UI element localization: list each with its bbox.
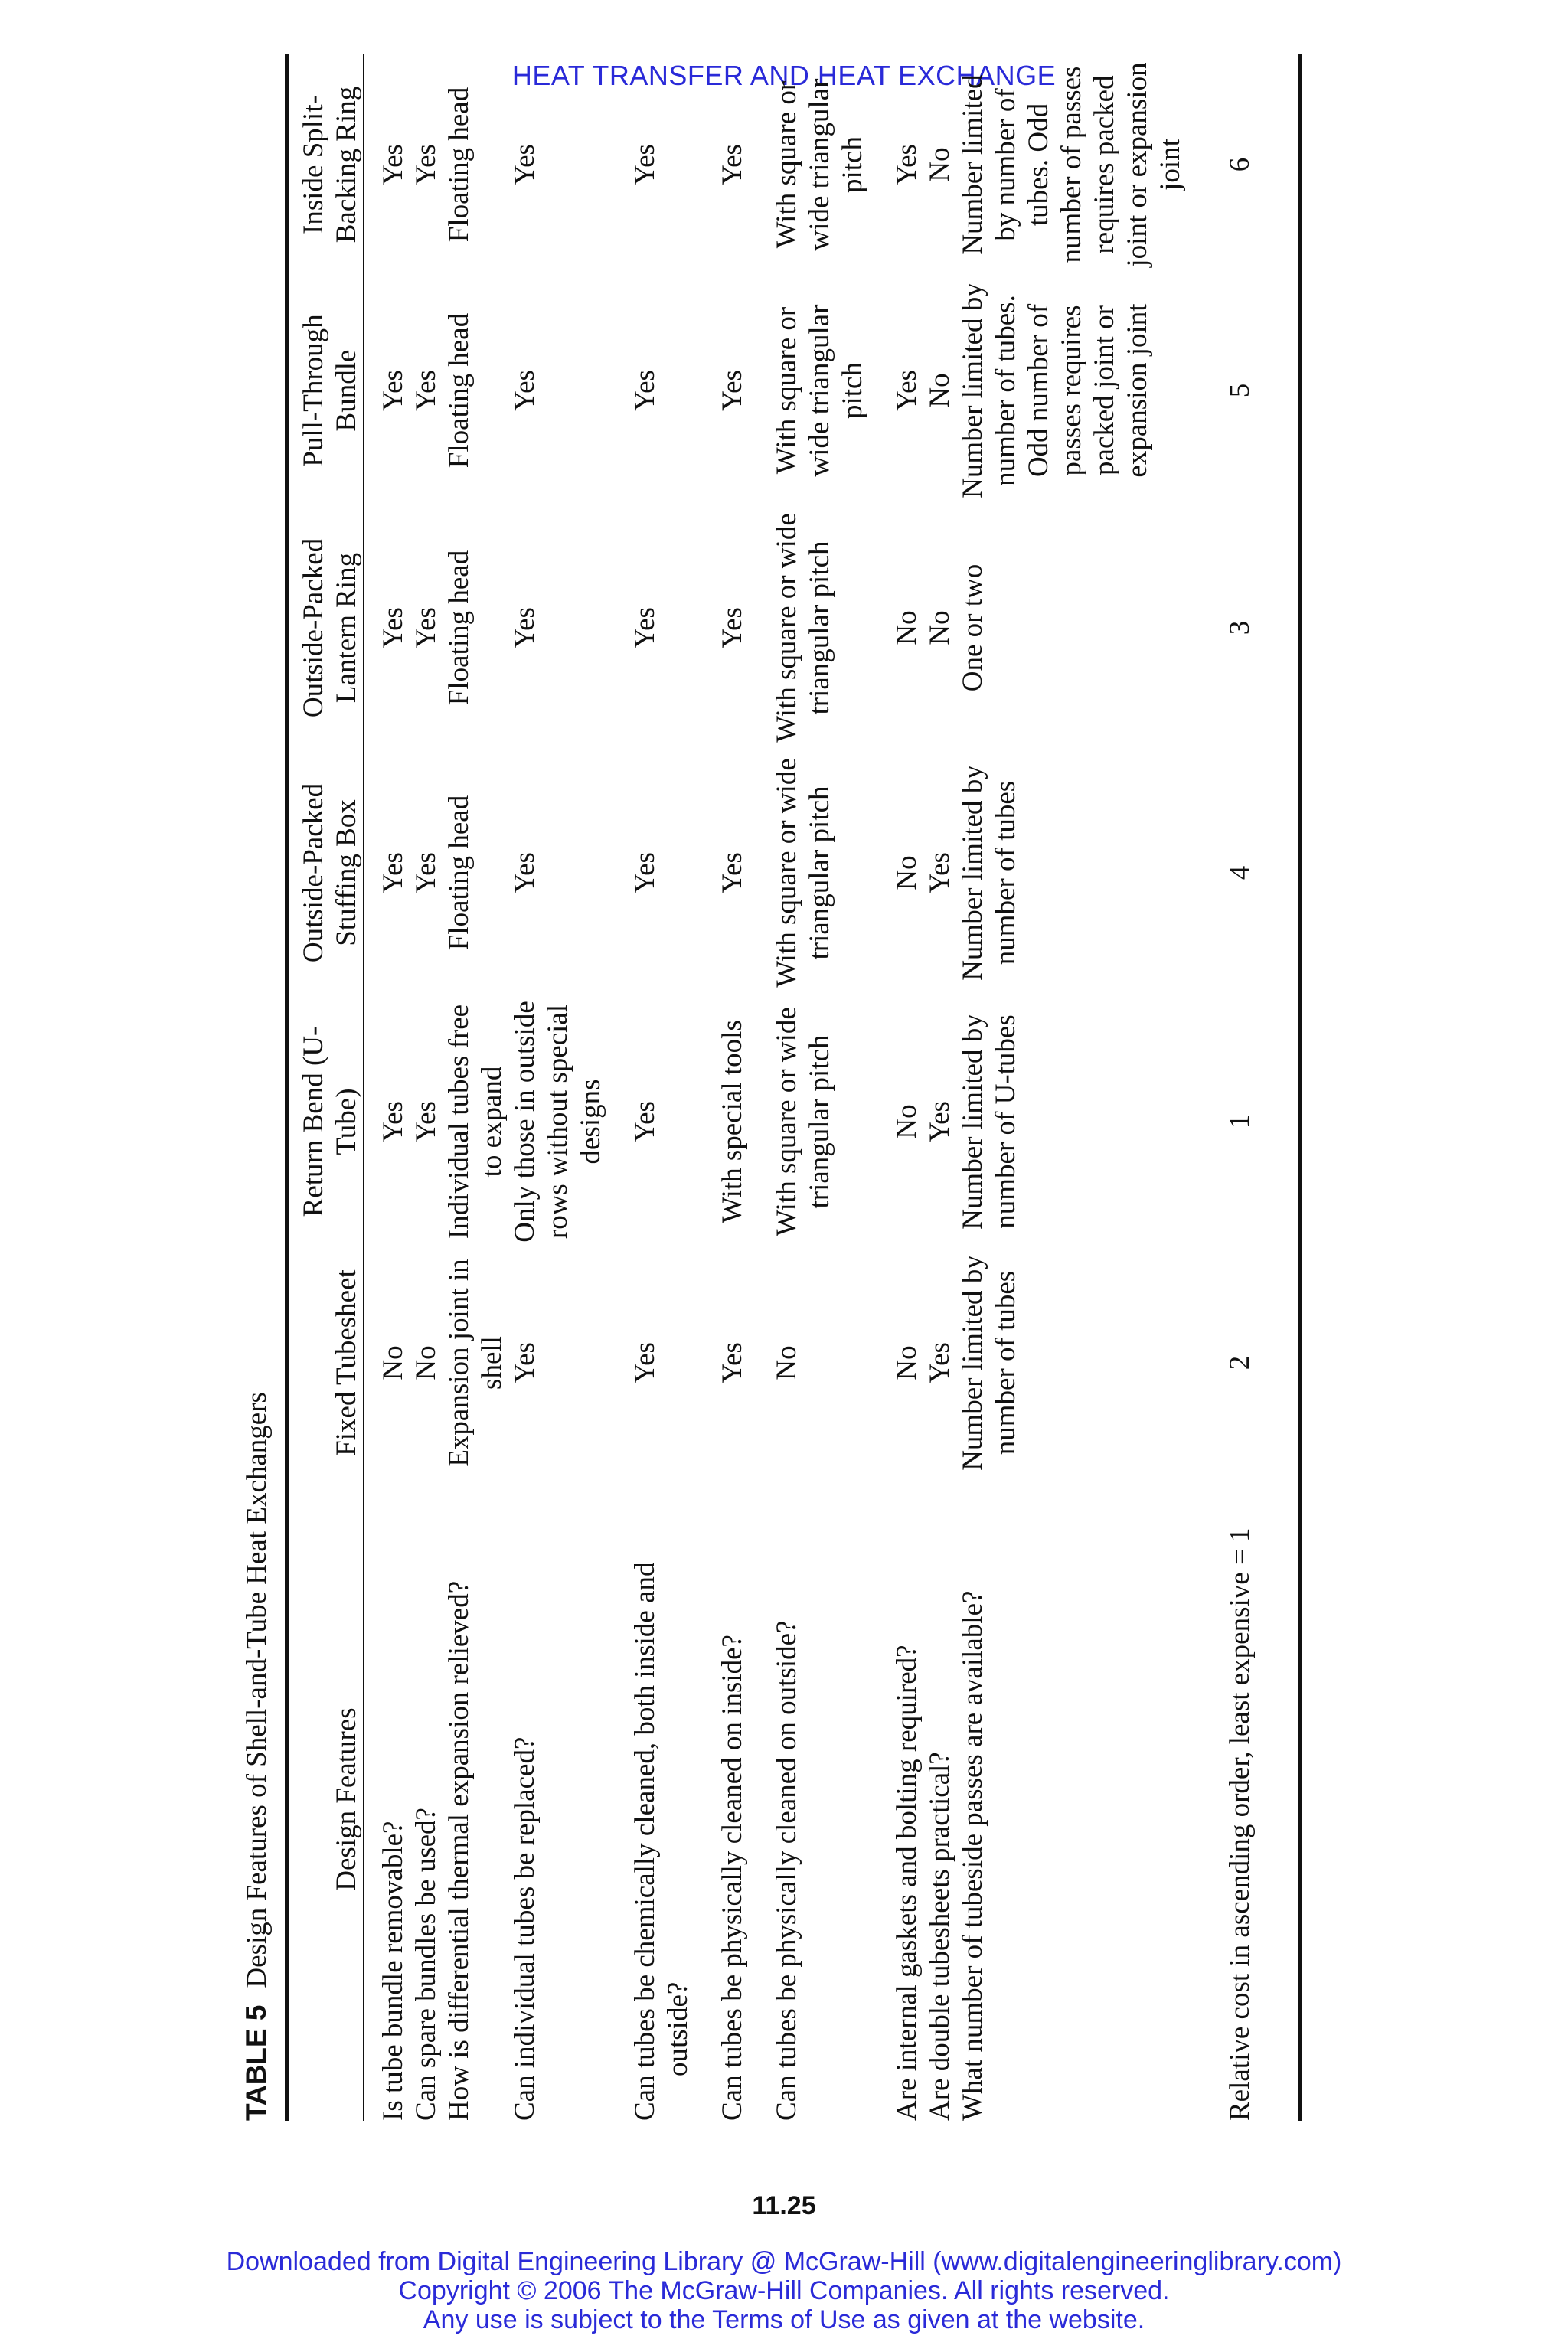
feature-text: Can individual tubes be replaced? bbox=[509, 1736, 541, 2121]
value-cell: No bbox=[891, 1345, 923, 1380]
footer-line: Any use is subject to the Terms of Use as given at the website. bbox=[423, 2305, 1145, 2334]
table-title: Design Features of Shell-and-Tube Heat Exchangers bbox=[241, 1392, 273, 1988]
value-cell: With special tools bbox=[717, 1020, 748, 1223]
value-cell: Number limited by number of tubes. Odd number of passes requires packed joint or expansion joint bbox=[957, 62, 1186, 267]
feature-text: How is differential thermal expansion relieved? bbox=[443, 1580, 475, 2121]
value-cell: Floating head bbox=[443, 312, 475, 469]
value-cell: Yes bbox=[891, 144, 923, 185]
running-head: HEAT TRANSFER AND HEAT EXCHANGE bbox=[511, 60, 1057, 91]
value-cell: Expansion joint in shell bbox=[443, 1259, 508, 1467]
value-cell: 2 bbox=[1224, 1355, 1256, 1370]
value-cell: No bbox=[924, 373, 956, 408]
feature-cell bbox=[443, 1478, 508, 2121]
feature-cell bbox=[410, 1478, 443, 2121]
feature-cell bbox=[923, 1478, 956, 2121]
value-cell: With square or wide triangular pitch bbox=[771, 758, 835, 988]
value-cell: Yes bbox=[717, 370, 748, 411]
rotated-table-block bbox=[240, 54, 1328, 2121]
value-cell: Yes bbox=[377, 607, 409, 648]
feature-text: Are internal gaskets and bolting required? bbox=[891, 1645, 923, 2121]
value-cell: Yes bbox=[377, 144, 409, 185]
value-cell: Yes bbox=[377, 1101, 409, 1142]
value-cell: No bbox=[891, 855, 923, 890]
value-cell: With square or wide triangular pitch bbox=[771, 1007, 835, 1236]
value-cell: Yes bbox=[410, 852, 442, 893]
footer bbox=[0, 2247, 1568, 2334]
value-cell: 5 bbox=[1224, 383, 1256, 398]
value-cell: No bbox=[410, 1345, 442, 1380]
value-cell: Yes bbox=[509, 607, 541, 648]
table-caption bbox=[240, 1392, 273, 2121]
value-cell: Number limited by number of tubes bbox=[957, 1255, 1021, 1471]
table-label: TABLE 5 bbox=[240, 2004, 272, 2121]
feature-text: Can tubes be physically cleaned on inside? bbox=[717, 1635, 748, 2121]
feature-cell bbox=[749, 1478, 869, 2121]
feature-text: Is tube bundle removable? bbox=[377, 1821, 409, 2121]
value-cell: Individual tubes free to expand bbox=[443, 1004, 508, 1240]
value-cell: Only those in outside rows without special designs bbox=[509, 1001, 606, 1243]
table-row bbox=[410, 54, 443, 2121]
value-cell: Yes bbox=[629, 1101, 661, 1142]
value-cell: Yes bbox=[410, 370, 442, 411]
value-cell: Yes bbox=[410, 1101, 442, 1142]
value-cell: 4 bbox=[1224, 865, 1256, 880]
table-row bbox=[607, 54, 694, 2121]
table-row bbox=[508, 54, 607, 2121]
value-cell: With square or wide triangular pitch bbox=[771, 513, 835, 743]
value-cell: No bbox=[891, 610, 923, 645]
value-cell: Yes bbox=[509, 144, 541, 185]
column-header: Design Features bbox=[331, 1707, 362, 1891]
table-row bbox=[923, 54, 956, 2121]
design-features-table bbox=[288, 54, 1256, 2121]
feature-text: Can spare bundles be used? bbox=[410, 1808, 442, 2121]
value-cell: Yes bbox=[717, 1342, 748, 1383]
footer-line: Copyright © 2006 The McGraw-Hill Companies. All rights reserved. bbox=[398, 2276, 1170, 2305]
value-cell: With square or wide triangular pitch bbox=[771, 78, 868, 251]
value-cell: Yes bbox=[717, 144, 748, 185]
value-cell: Yes bbox=[629, 1342, 661, 1383]
value-cell: Yes bbox=[509, 852, 541, 893]
page-number: 11.25 bbox=[752, 2191, 816, 2220]
value-cell: Floating head bbox=[443, 795, 475, 951]
header-row bbox=[288, 54, 366, 2121]
value-cell: Yes bbox=[377, 370, 409, 411]
column-header: Pull-Through Bundle bbox=[298, 314, 362, 467]
feature-cell bbox=[694, 1478, 749, 2121]
value-cell: Yes bbox=[629, 370, 661, 411]
value-cell: Yes bbox=[410, 144, 442, 185]
footer-line: Downloaded from Digital Engineering Library @ McGraw-Hill (www.digitalengineeringlibrary.com) bbox=[226, 2247, 1342, 2276]
value-cell: Floating head bbox=[443, 87, 475, 243]
value-cell: Yes bbox=[629, 852, 661, 893]
value-cell: Yes bbox=[924, 852, 956, 893]
feature-text: Can tubes be chemically cleaned, both inside and outside? bbox=[629, 1562, 694, 2121]
value-cell: 1 bbox=[1224, 1114, 1256, 1129]
value-cell: Yes bbox=[410, 607, 442, 648]
value-cell: Yes bbox=[717, 607, 748, 648]
feature-text: Are double tubesheets practical? bbox=[924, 1752, 956, 2121]
feature-cell bbox=[869, 1478, 923, 2121]
table-row bbox=[749, 54, 869, 2121]
table-row bbox=[869, 54, 923, 2121]
value-cell: No bbox=[924, 147, 956, 182]
column-header: Inside Split-Backing Ring bbox=[298, 86, 362, 243]
value-cell: Yes bbox=[924, 1342, 956, 1383]
value-cell: Yes bbox=[629, 607, 661, 648]
feature-text: What number of tubeside passes are available? bbox=[957, 1590, 988, 2121]
table-row bbox=[366, 54, 410, 2121]
value-cell: Yes bbox=[924, 1101, 956, 1142]
value-cell: Number limited by number of tubes bbox=[957, 765, 1021, 981]
column-header: Return Bend (U-Tube) bbox=[298, 1026, 362, 1217]
feature-cell bbox=[508, 1478, 607, 2121]
value-cell: Yes bbox=[717, 852, 748, 893]
value-cell: 6 bbox=[1224, 157, 1256, 172]
table-row bbox=[956, 54, 1187, 2121]
feature-cell bbox=[1187, 1478, 1256, 2121]
value-cell: Yes bbox=[891, 370, 923, 411]
column-header: Outside-Packed Lantern Ring bbox=[298, 537, 362, 718]
feature-cell bbox=[956, 1478, 1187, 2121]
table-row bbox=[1187, 54, 1256, 2121]
value-cell: Floating head bbox=[443, 550, 475, 706]
value-cell: No bbox=[771, 1345, 802, 1380]
value-cell: 3 bbox=[1224, 620, 1256, 635]
value-cell: One or two bbox=[957, 564, 988, 692]
value-cell: Yes bbox=[509, 370, 541, 411]
value-cell: Number limited by number of U-tubes bbox=[957, 1014, 1021, 1230]
value-cell: No bbox=[377, 1345, 409, 1380]
value-cell: With square or wide triangular pitch bbox=[771, 304, 868, 477]
column-header: Outside-Packed Stuffing Box bbox=[298, 782, 362, 963]
value-cell: Yes bbox=[509, 1342, 541, 1383]
feature-cell bbox=[607, 1478, 694, 2121]
bottom-rule bbox=[1298, 54, 1302, 2121]
table-row bbox=[694, 54, 749, 2121]
column-header: Fixed Tubesheet bbox=[331, 1269, 362, 1456]
value-cell: Number limited by number of tubes. Odd number of passes requires packed joint or expansion joint bbox=[957, 283, 1153, 498]
value-cell: No bbox=[891, 1104, 923, 1139]
value-cell: No bbox=[924, 610, 956, 645]
value-cell: Yes bbox=[377, 852, 409, 893]
feature-text: Can tubes be physically cleaned on outside? bbox=[771, 1620, 802, 2121]
feature-cell bbox=[366, 1478, 410, 2121]
value-cell: Yes bbox=[629, 144, 661, 185]
table-row bbox=[443, 54, 508, 2121]
feature-text: Relative cost in ascending order, least expensive = 1 bbox=[1224, 1527, 1256, 2121]
